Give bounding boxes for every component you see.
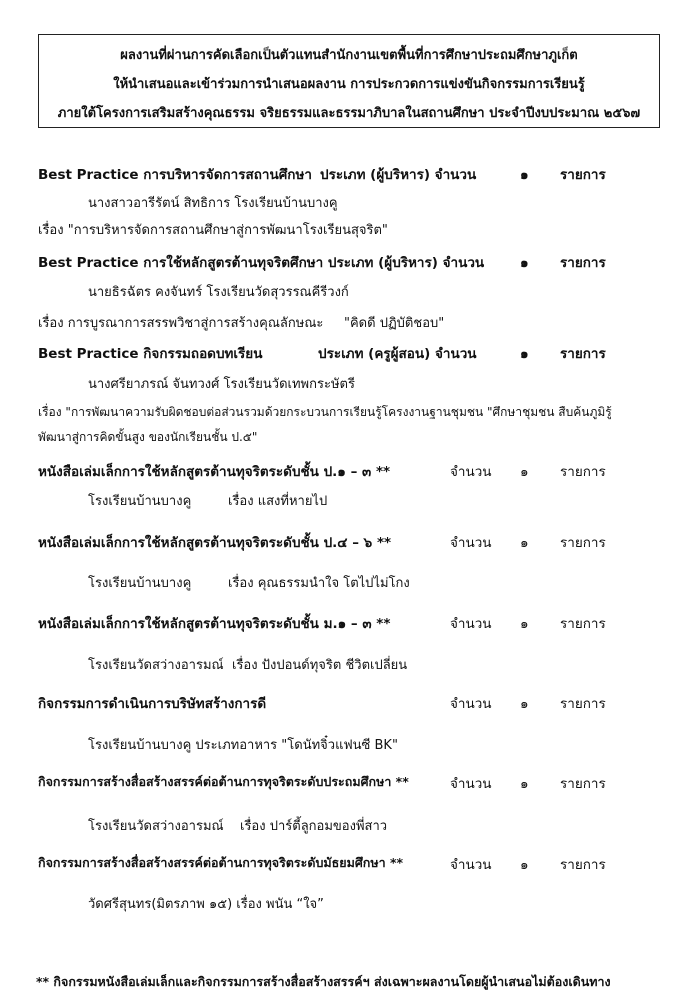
item-count-label: จำนวน bbox=[450, 776, 492, 792]
item-type: ประเภท (ผู้บริหาร) จำนวน bbox=[320, 167, 477, 183]
header-line-1: ผลงานที่ผ่านการคัดเลือกเป็นตัวแทนสำนักงานเขตพื้นที่การศึกษาประถมศึกษาภูเก็ต bbox=[120, 48, 578, 63]
item-4-story: เรื่อง แสงที่หายไป bbox=[228, 494, 328, 509]
item-2-heading bbox=[0, 251, 700, 273]
item-unit: รายการ bbox=[560, 776, 606, 792]
item-4-school: โรงเรียนบ้านบางคู bbox=[88, 494, 192, 509]
item-unit: รายการ bbox=[560, 857, 606, 873]
item-5-school: โรงเรียนบ้านบางคู bbox=[88, 576, 192, 591]
item-title: Best Practice การใช้หลักสูตรต้านทุจริตศึกษา ประเภท (ผู้บริหาร) จำนวน bbox=[38, 255, 485, 271]
header-line-2: ให้นำเสนอและเข้าร่วมการนำเสนอผลงาน การประกวดการแข่งขันกิจกรรมการเรียนรู้ bbox=[113, 77, 585, 92]
item-title: หนังสือเล่มเล็กการใช้หลักสูตรต้านทุจริตระดับชั้น ป.๔ – ๖ ** bbox=[38, 535, 392, 551]
item-count-label: จำนวน bbox=[450, 464, 492, 480]
item-unit: รายการ bbox=[560, 167, 606, 183]
item-title: กิจกรรมการสร้างสื่อสร้างสรรค์ต่อต้านการทุจริตระดับมัธยมศึกษา ** bbox=[38, 855, 404, 870]
item-unit: รายการ bbox=[560, 616, 606, 632]
item-count: ๑ bbox=[520, 535, 529, 551]
item-count: ๑ bbox=[520, 464, 529, 480]
item-3-story-line-2: พัฒนาสู่การคิดขั้นสูง ของนักเรียนชั้น ป.๕" bbox=[38, 430, 258, 444]
item-2-story bbox=[38, 312, 445, 333]
item-8-story: เรื่อง ปาร์ตี้ลูกอมของพี่สาว bbox=[240, 819, 388, 834]
item-9-heading bbox=[0, 853, 700, 875]
item-type: ประเภท (ครูผู้สอน) จำนวน bbox=[318, 346, 477, 362]
item-count-label: จำนวน bbox=[450, 696, 492, 712]
item-title: กิจกรรมการดำเนินการบริษัทสร้างการดี bbox=[38, 696, 267, 712]
item-1-heading bbox=[0, 163, 700, 185]
item-4-heading bbox=[0, 460, 700, 482]
header-line-3: ภายใต้โครงการเสริมสร้างคุณธรรม จริยธรรมและธรรมาภิบาลในสถานศึกษา ประจำปีงบประมาณ ๒๕๖๗ bbox=[57, 106, 641, 121]
item-unit: รายการ bbox=[560, 535, 606, 551]
item-6-story: เรื่อง ปังปอนด์ทุจริต ชีวิตเปลี่ยน bbox=[232, 658, 408, 673]
item-unit: รายการ bbox=[560, 696, 606, 712]
item-count: ๑ bbox=[520, 616, 529, 632]
item-6-heading bbox=[0, 612, 700, 634]
item-5-heading bbox=[0, 531, 700, 553]
item-5-story: เรื่อง คุณธรรมนำใจ โตไปไม่โกง bbox=[228, 576, 410, 591]
item-8-heading bbox=[0, 772, 700, 794]
item-3-story-line-1: เรื่อง "การพัฒนาความรับผิดชอบต่อส่วนรวมด้วยกระบวนการเรียนรู้โครงงานฐานชุมชน "ศึกษาชุมชน สืบค้นภูมิรู้ bbox=[38, 405, 612, 419]
item-6-school: โรงเรียนวัดสว่างอารมณ์ bbox=[88, 658, 224, 673]
item-unit: รายการ bbox=[560, 255, 606, 271]
item-unit: รายการ bbox=[560, 346, 606, 362]
item-2-person: นายธิรฉัตร คงจันทร์ โรงเรียนวัดสุวรรณคีรีวงก์ bbox=[88, 285, 349, 300]
item-title: กิจกรรมการสร้างสื่อสร้างสรรค์ต่อต้านการทุจริตระดับประถมศึกษา ** bbox=[38, 774, 409, 789]
item-title: หนังสือเล่มเล็กการใช้หลักสูตรต้านทุจริตระดับชั้น ป.๑ – ๓ ** bbox=[38, 464, 391, 480]
item-1-story: เรื่อง "การบริหารจัดการสถานศึกษาสู่การพัฒนาโรงเรียนสุจริต" bbox=[38, 223, 388, 238]
item-title: Best Practice การบริหารจัดการสถานศึกษา bbox=[38, 167, 312, 183]
item-count: ๑ bbox=[520, 776, 529, 792]
item-2-story-a: เรื่อง การบูรณาการสรรพวิชาสู่การสร้างคุณลักษณะ bbox=[38, 316, 324, 331]
item-title: Best Practice กิจกรรมถอดบทเรียน bbox=[38, 346, 263, 362]
footnote: ** กิจกรรมหนังสือเล่มเล็กและกิจกรรมการสร้างสื่อสร้างสรรค์ฯ ส่งเฉพาะผลงานโดยผู้นำเสนอไม่ต้องเดินทาง bbox=[36, 974, 611, 989]
item-count-label: จำนวน bbox=[450, 535, 492, 551]
item-count-label: จำนวน bbox=[450, 857, 492, 873]
item-3-heading bbox=[0, 342, 700, 364]
item-count: ๑ bbox=[520, 696, 529, 712]
item-count-label: จำนวน bbox=[450, 616, 492, 632]
item-2-story-b: "คิดดี ปฏิบัติชอบ" bbox=[344, 316, 445, 331]
item-unit: รายการ bbox=[560, 464, 606, 480]
item-count: ๑ bbox=[520, 346, 529, 362]
header-box bbox=[38, 34, 660, 128]
item-8-school: โรงเรียนวัดสว่างอารมณ์ bbox=[88, 819, 224, 834]
item-count: ๑ bbox=[520, 255, 529, 271]
item-count: ๑ bbox=[520, 857, 529, 873]
item-7-heading bbox=[0, 692, 700, 714]
item-7-detail: โรงเรียนบ้านบางคู ประเภทอาหาร "โดนัทจิ๋วแฟนซี BK" bbox=[88, 738, 398, 753]
item-count: ๑ bbox=[520, 167, 529, 183]
item-title: หนังสือเล่มเล็กการใช้หลักสูตรต้านทุจริตระดับชั้น ม.๑ – ๓ ** bbox=[38, 616, 391, 632]
item-3-person: นางศรียาภรณ์ จันทวงศ์ โรงเรียนวัดเทพกระษัตรี bbox=[88, 377, 355, 392]
item-1-person: นางสาวอารีรัตน์ สิทธิการ โรงเรียนบ้านบางคู bbox=[88, 196, 338, 211]
item-9-detail: วัดศรีสุนทร(มิตรภาพ ๑๕) เรื่อง พนัน “ใจ” bbox=[88, 897, 324, 912]
